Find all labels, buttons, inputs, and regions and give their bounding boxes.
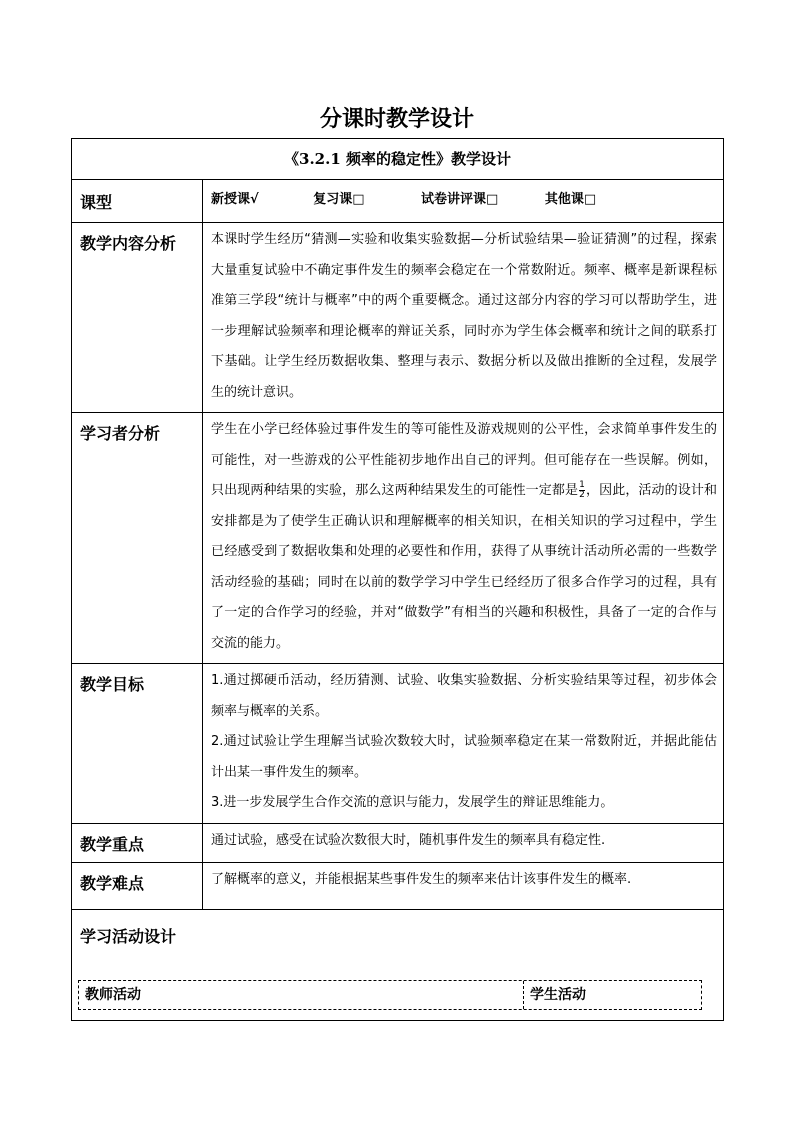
key-points-row [72,823,724,862]
learner-text-part1: 学生在小学已经体验过事件发生的等可能性及游戏规则的公平性，会求简单事件发生的可能性，对一些游戏的公平性能初步地作出自己的评判。但可能存在一些误解。例如，只出现两种结果的实验，那么这两种结果发生的可能性一定都是 [211,422,718,498]
lesson-title-row [72,139,724,180]
objective-item: 2.通过试验让学生理解当试验次数较大时，试验频率稳定在某一常数附近，并据此能估计出某一事件发生的频率。 [211,734,718,780]
learner-analysis-label: 学习者分析 [72,413,203,664]
teacher-activity-header: 教师活动 [79,981,524,1009]
activity-design-heading: 学习活动设计 [80,926,177,946]
content-analysis-row [72,223,724,413]
activity-design-row [72,909,724,1020]
difficulties-text: 了解概率的意义，并能根据某些事件发生的频率来估计该事件发生的概率. [203,862,724,909]
objectives-label: 教学目标 [72,664,203,824]
lesson-plan-table [71,138,724,1021]
student-activity-header: 学生活动 [530,986,586,1003]
lesson-title: 《3.2.1 频率的稳定性》教学设计 [72,139,724,180]
fraction [579,481,585,500]
objective-item: 1.通过掷硬币活动，经历猜测、试验、收集实验数据、分析实验结果等过程，初步体会频率与概率的关系。 [211,673,718,719]
page-title: 分课时教学设计 [319,106,474,132]
option-review: 复习课□ [313,192,365,207]
option-other: 其他课□ [544,192,597,207]
difficulties-label: 教学难点 [72,862,203,909]
key-points-text: 通过试验，感受在试验次数很大时，随机事件发生的频率具有稳定性. [203,823,724,862]
activity-design-cell [72,909,724,1020]
option-new: 新授课√ [211,192,259,207]
fraction-numerator: 1 [579,480,585,490]
learner-analysis-row [72,413,724,664]
option-exam-review: 试卷讲评课□ [421,192,499,207]
objectives-list [203,664,724,824]
key-points-label: 教学重点 [72,823,203,862]
learner-text-part2: ，因此，活动的设计和安排都是为了使学生正确认识和理解概率的相关知识，在相关知识的学习过程中，学生已经感受到了数据收集和处理的必要性和作用，获得了从事统计活动所必需的一些数学活动经验的基础；同时在以前的数学学习中学生已经经历了很多合作学习的过程，具有了一定的合作学习的经验，并对“做数学”有相当的兴趣和积极性，具备了一定的合作与交流的能力。 [211,483,718,651]
fraction-denominator: 2 [579,490,585,500]
activity-table [78,980,702,1010]
objectives-row [72,664,724,824]
course-type-label: 课型 [72,180,203,223]
learner-analysis-text [203,413,724,664]
content-analysis-text: 本课时学生经历“猜测—实验和收集实验数据—分析试验结果—验证猜测”的过程，探索大量重复试验中不确定事件发生的频率会稳定在一个常数附近。频率、概率是新课程标准第三学段“统计与概率”中的两个重要概念。通过这部分内容的学习可以帮助学生，进一步理解试验频率和理论概率的辩证关系，同时亦为学生体会概率和统计之间的联系打下基础。让学生经历数据收集、整理与表示、数据分析以及做出推断的全过程，发展学生的统计意识。 [203,223,724,413]
difficulties-row [72,862,724,909]
content-analysis-label: 教学内容分析 [72,223,203,413]
course-type-options [203,180,724,223]
objective-item: 3.进一步发展学生合作交流的意识与能力，发展学生的辩证思维能力。 [211,795,614,810]
course-type-row [72,180,724,223]
